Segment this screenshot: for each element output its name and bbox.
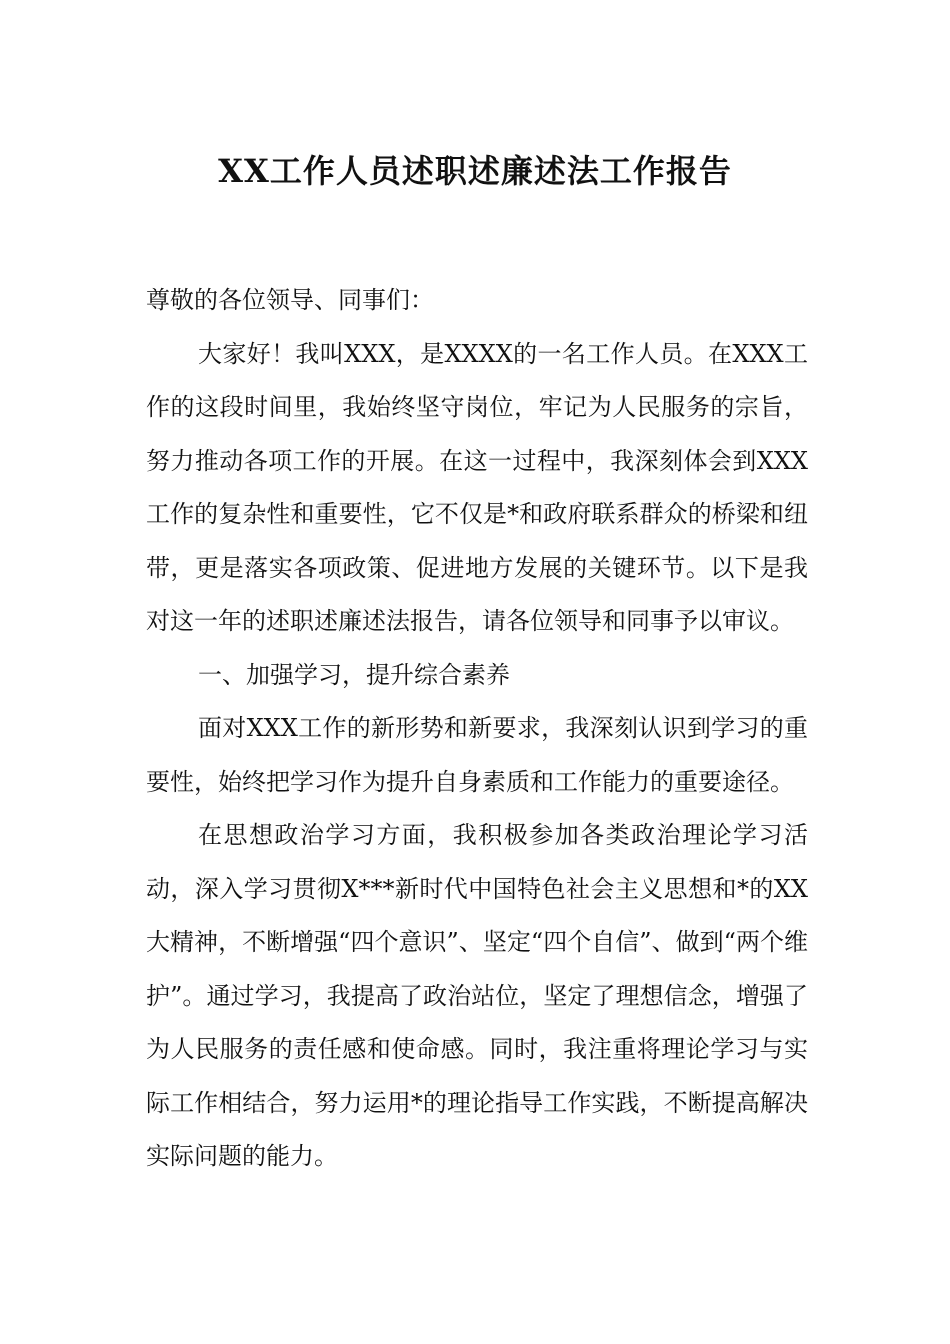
salutation: 尊敬的各位领导、同事们： xyxy=(146,286,434,314)
paragraph-learning: 面对XXX工作的新形势和新要求，我深刻认识到学习的重要性，始终把学习作为提升自身素质和工作能力的重要途径。 xyxy=(146,714,808,796)
paragraph-intro: 大家好！我叫XXX，是XXXX的一名工作人员。在XXX工作的这段时间里，我始终坚守岗位，牢记为人民服务的宗旨，努力推动各项工作的开展。在这一过程中，我深刻体会到XXX工作的复杂性和重要性，它不仅是*和政府联系群众的桥梁和纽带，更是落实各项政策、促进地方发展的关键环节。以下是我对这一年的述职述廉述法报告，请各位领导和同事予以审议。 xyxy=(146,339,808,635)
document-body xyxy=(146,274,808,1184)
paragraph-political-study: 在思想政治学习方面，我积极参加各类政治理论学习活动，深入学习贯彻X***新时代中国特色社会主义思想和*的XX大精神，不断增强“四个意识”、坚定“四个自信”、做到“两个维护”。通过学习，我提高了政治站位，坚定了理想信念，增强了为人民服务的责任感和使命感。同时，我注重将理论学习与实际工作相结合，努力运用*的理论指导工作实践，不断提高解决实际问题的能力。 xyxy=(146,821,808,1170)
document-title: XX工作人员述职述廉述法工作报告 xyxy=(218,152,732,190)
section-heading-1: 一、加强学习，提升综合素养 xyxy=(198,660,510,689)
